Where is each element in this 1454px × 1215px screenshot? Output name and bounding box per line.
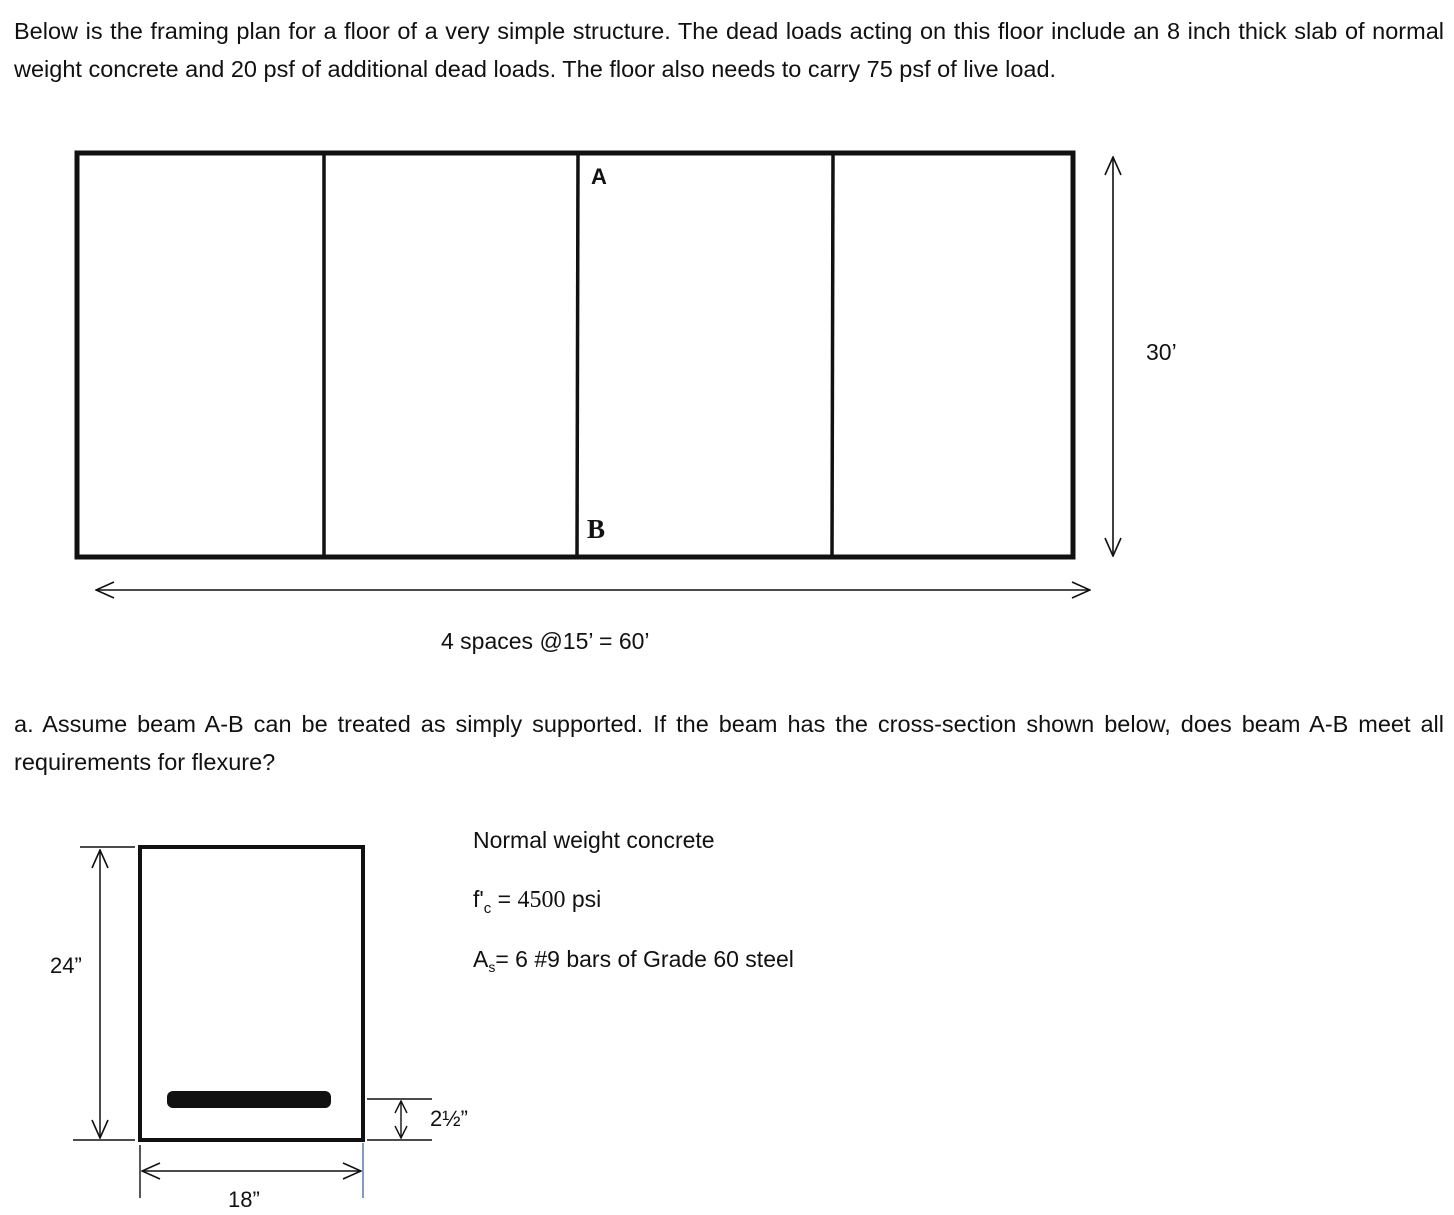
material-properties — [473, 827, 794, 975]
height-dimension-label: 30’ — [1146, 339, 1177, 365]
concrete-type: Normal weight concrete — [473, 827, 715, 853]
cover-dimension-label: 2½” — [430, 1106, 468, 1131]
beam-cross-section — [50, 847, 468, 1212]
steel-area — [473, 946, 794, 975]
label-b: B — [587, 514, 606, 544]
floor-outline — [77, 153, 1073, 557]
label-a: A — [591, 164, 607, 189]
problem-question: a. Assume beam A-B can be treated as simply supported. If the beam has the cross-section shown below, does beam A-B meet all requirements for flexure? — [14, 711, 1444, 775]
as-prefix: A — [473, 946, 489, 972]
fc-prefix: f' — [473, 886, 484, 912]
section-width-label: 18” — [228, 1187, 260, 1212]
fc-equals: = — [491, 886, 518, 912]
rebar-layer — [167, 1091, 331, 1108]
framing-plan — [77, 153, 1177, 654]
width-dimension-label: 4 spaces @15’ = 60’ — [441, 628, 650, 654]
as-rest: = 6 #9 bars of Grade 60 steel — [495, 946, 794, 972]
concrete-strength — [473, 886, 601, 917]
beam-a-b — [577, 153, 578, 557]
section-height-label: 24” — [50, 953, 82, 978]
fc-subscript: c — [483, 900, 492, 917]
problem-intro: Below is the framing plan for a floor of a very simple structure. The dead loads acting on this floor include an 8 inch thick slab of normal weight concrete and 20 psf of additional dead loads. The floor also needs to carry 75 psf of live load. — [14, 18, 1444, 82]
fc-unit: psi — [565, 886, 602, 912]
fc-value: 4500 — [517, 887, 566, 913]
as-subscript: s — [488, 959, 496, 975]
beam-line-3 — [832, 153, 833, 557]
